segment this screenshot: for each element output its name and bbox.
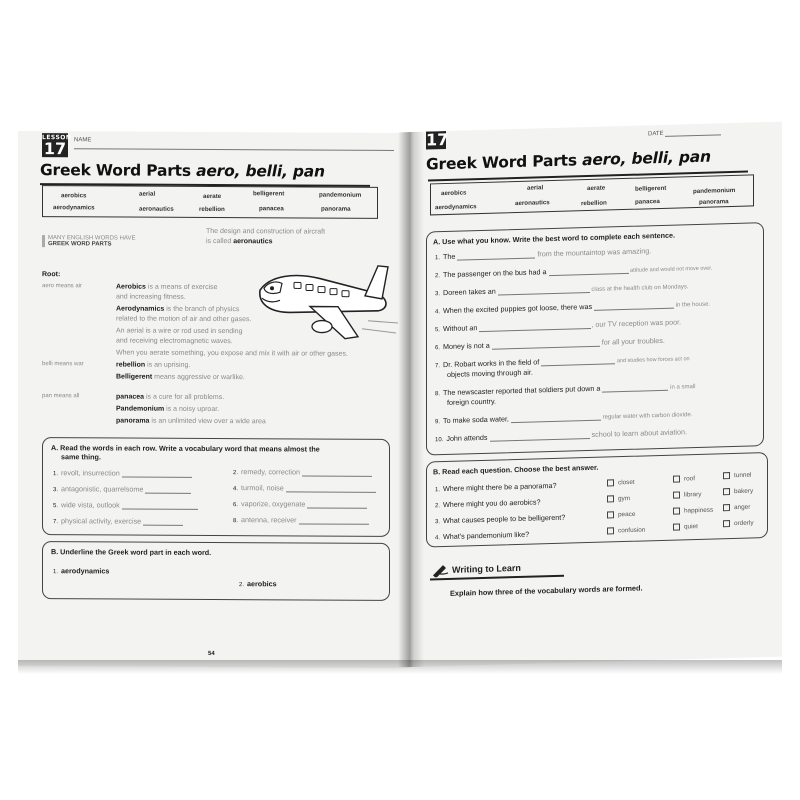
intro-keyword: aeronautics	[233, 238, 273, 246]
synonym-item	[233, 499, 367, 509]
choice-label: gym	[618, 495, 631, 503]
sentence-end: and studies how forces act on	[615, 356, 690, 365]
word-box-item: aerate	[203, 192, 222, 201]
item-text: revolt, insurrection	[61, 468, 120, 478]
root-definition	[116, 393, 224, 401]
definition-word: panacea	[116, 393, 145, 401]
left-workbook-page	[18, 131, 410, 668]
title-word-parts: aero, belli, pan	[582, 147, 711, 170]
item-number: 9.	[435, 419, 441, 426]
item-number: 8.	[233, 518, 239, 525]
answer-blank[interactable]	[602, 383, 668, 393]
sentence-end: school to learn about aviation.	[589, 427, 688, 439]
sentence-item	[435, 263, 712, 280]
title-word-parts: aero, belli, pan	[196, 161, 325, 181]
choice-label: roof	[684, 475, 696, 483]
sentence-start: Without an	[443, 323, 480, 334]
checkbox-icon[interactable]	[673, 523, 680, 530]
item-number: 3.	[435, 519, 441, 526]
question-item	[435, 530, 529, 542]
sentence-start: Money is not a	[443, 340, 492, 352]
root-part: belli means war	[42, 361, 84, 368]
item-number: 6.	[435, 345, 441, 352]
word-box-item: belligerent	[635, 184, 667, 193]
definition-word: Aerobics	[116, 283, 146, 291]
name-blank	[74, 148, 394, 151]
checkbox-icon[interactable]	[673, 491, 680, 498]
intro-line-1: The design and construction of aircraft	[206, 227, 326, 236]
item-number: 3.	[435, 291, 441, 298]
definition-word: Belligerent	[116, 373, 153, 381]
sentence-item	[435, 409, 692, 425]
sentence-item	[435, 381, 695, 397]
item-number: 1.	[435, 487, 441, 494]
sentence-start: The newscaster reported that soldiers put down a	[443, 383, 603, 398]
lesson-number-box	[426, 129, 449, 150]
word-box-item: panacea	[259, 205, 284, 213]
question-item	[435, 481, 556, 493]
question-item	[435, 497, 541, 509]
choice-label: anger	[734, 503, 751, 512]
sentence-end: in the house.	[674, 301, 711, 309]
underline-word[interactable]: aerodynamics	[61, 566, 110, 576]
checkbox-icon[interactable]	[723, 504, 730, 511]
sentence-end: , our TV reception was poor.	[591, 317, 682, 329]
choice-checkbox[interactable]	[673, 523, 698, 531]
section-a-fill-in	[426, 222, 764, 455]
word-box-item: panorama	[321, 205, 351, 213]
intro-line-2	[206, 238, 273, 245]
sentence-start: The	[443, 251, 458, 262]
word-box-item: aerobics	[61, 192, 87, 200]
answer-blank[interactable]	[286, 484, 376, 492]
sentence-item	[435, 246, 651, 261]
choice-label: closet	[618, 478, 635, 487]
word-box-item: belligerent	[253, 190, 285, 198]
definition-text: is a cure for all problems.	[144, 393, 225, 402]
item-text: wide vista, outlook	[61, 500, 120, 510]
synonym-item	[53, 500, 198, 510]
item-number: 1.	[53, 569, 59, 576]
word-box-item: rebellion	[199, 205, 225, 214]
sentence-end: regular water with carbon dioxide.	[600, 412, 693, 421]
root-label: Root:	[42, 271, 61, 279]
word-box-item: aerodynamics	[435, 203, 477, 212]
word-box-item: aerate	[587, 184, 606, 193]
section-a-heading-cont: same thing.	[61, 452, 101, 462]
item-text: physical activity, exercise	[61, 516, 142, 526]
choice-checkbox[interactable]	[723, 471, 751, 479]
vocabulary-word-box	[430, 174, 754, 215]
answer-blank[interactable]	[541, 356, 615, 366]
answer-blank[interactable]	[511, 413, 601, 424]
root-definition: related to the motion of air and other gases.	[116, 315, 252, 324]
item-number: 2.	[435, 503, 441, 510]
checkbox-icon[interactable]	[723, 488, 730, 495]
section-a-heading: A. Use what you know. Write the best word to complete each sentence.	[433, 230, 676, 247]
section-b-heading: B. Read each question. Choose the best answer.	[433, 462, 599, 477]
question-text: What causes people to be belligerent?	[443, 512, 566, 526]
definition-word: Aerodynamics	[116, 305, 165, 313]
choice-checkbox[interactable]	[673, 475, 695, 483]
choice-checkbox[interactable]	[607, 526, 645, 534]
root-definition	[116, 373, 245, 381]
page-number: 54	[208, 650, 215, 658]
sentence-end: from the mountaintop was amazing.	[535, 246, 652, 259]
section-b-underline	[42, 541, 390, 601]
answer-blank[interactable]	[299, 516, 369, 524]
choice-label: orderly	[734, 519, 754, 528]
question-text: Where might there be a panorama?	[443, 480, 557, 494]
choice-label: confusion	[618, 526, 646, 535]
item-number: 4.	[435, 309, 441, 316]
answer-blank[interactable]	[145, 486, 191, 494]
item-number: 2.	[239, 582, 245, 589]
section-b-heading: B. Underline the Greek word part in each word.	[51, 547, 212, 557]
synonym-item	[233, 483, 376, 493]
item-number: 3.	[53, 487, 59, 494]
page-title	[40, 161, 325, 180]
sentence-start: To make soda water,	[443, 414, 511, 426]
question-text: Where might you do aerobics?	[443, 497, 541, 510]
question-item	[435, 513, 565, 526]
vocabulary-word-box	[42, 185, 378, 219]
checkbox-icon[interactable]	[607, 479, 614, 486]
sentence-start: The passenger on the bus had a	[443, 267, 549, 280]
answer-blank[interactable]	[549, 266, 629, 276]
synonym-item	[53, 516, 183, 526]
word-box-item: aeronautics	[515, 199, 550, 208]
sentence-start: Doreen takes an	[443, 286, 498, 298]
name-line	[74, 137, 410, 151]
sentence-continuation: foreign country.	[447, 396, 497, 407]
choice-checkbox[interactable]	[723, 487, 753, 495]
root-definition: and increasing fitness.	[116, 293, 186, 301]
definition-word: Pandemonium	[116, 405, 165, 413]
item-number: 4.	[435, 535, 441, 542]
choice-checkbox[interactable]	[673, 507, 713, 515]
synonym-item	[233, 515, 369, 525]
checkbox-icon[interactable]	[723, 472, 730, 479]
date-line	[648, 129, 721, 137]
checkbox-icon[interactable]	[723, 520, 730, 527]
item-number: 10.	[435, 437, 444, 444]
sentence-item	[435, 317, 681, 333]
sidebar-heading-line-1: MANY ENGLISH WORDS HAVE	[48, 235, 136, 242]
date-blank	[665, 134, 721, 137]
lesson-number-box	[42, 133, 72, 159]
item-number: 5.	[435, 327, 441, 334]
root-part: pan means all	[42, 393, 80, 400]
word-box-item: aeronautics	[139, 205, 174, 213]
choice-checkbox[interactable]	[723, 503, 750, 511]
answer-blank[interactable]	[594, 301, 674, 311]
date-label: DATE	[648, 130, 664, 138]
item-number: 7.	[435, 363, 441, 370]
choice-checkbox[interactable]	[607, 495, 630, 503]
item-text: vaporize, oxygenate	[241, 499, 306, 509]
cartoon-airplane-icon	[250, 250, 400, 346]
item-text: turmoil, noise	[241, 483, 284, 493]
synonym-item	[53, 484, 191, 494]
intro-text: is called	[206, 237, 234, 246]
sentence-end: for all your troubles.	[599, 335, 665, 347]
answer-blank[interactable]	[122, 502, 198, 510]
word-box-item: rebellion	[581, 199, 607, 208]
word-box-item: panorama	[699, 198, 729, 206]
writing-heading-rule	[430, 575, 564, 581]
definition-text: means aggressive or warlike.	[152, 373, 245, 382]
word-box-item: pandemonium	[319, 191, 362, 199]
word-box-item: aerial	[139, 190, 156, 198]
item-number: 1.	[435, 255, 441, 262]
word-box-item: aerodynamics	[53, 204, 95, 212]
item-number: 2.	[435, 273, 441, 280]
item-number: 7.	[53, 519, 59, 526]
root-definition: An aerial is a wire or rod used in sending	[116, 327, 243, 336]
lesson-number: 17	[426, 129, 449, 150]
writing-prompt: Explain how three of the vocabulary words are formed.	[450, 583, 643, 598]
title-prefix: Greek Word Parts	[40, 161, 197, 180]
root-definition	[116, 361, 190, 368]
sentence-item	[435, 427, 687, 443]
choice-checkbox[interactable]	[673, 491, 701, 499]
choice-label: peace	[618, 510, 636, 519]
sentence-start: Dr. Robart works in the field of	[443, 357, 542, 370]
choice-label: quiet	[684, 523, 698, 531]
sidebar-heading-line-2: GREEK WORD PARTS	[48, 241, 112, 248]
root-definition	[116, 417, 266, 425]
root-definition: When you aerate something, you expose and mix it with air or other gases.	[116, 349, 348, 358]
answer-blank[interactable]	[307, 500, 367, 508]
page-title	[426, 148, 711, 174]
checkbox-icon[interactable]	[607, 511, 614, 518]
sentence-end: class at the health club on Mondays.	[589, 284, 689, 293]
definition-text: is a means of exercise	[145, 283, 218, 292]
root-definition	[116, 283, 218, 291]
definition-word: rebellion	[116, 361, 146, 369]
underline-word[interactable]: aerobics	[247, 579, 277, 589]
choice-label: happiness	[684, 506, 714, 515]
section-a-synonyms	[42, 437, 390, 537]
word-box-item: aerial	[527, 184, 544, 192]
sentence-item	[435, 336, 665, 351]
item-text: antenna, receiver	[241, 515, 297, 525]
answer-blank[interactable]	[498, 285, 590, 296]
word-box-item: panacea	[635, 198, 660, 206]
underline-item	[53, 566, 109, 575]
underline-item	[239, 579, 277, 588]
title-prefix: Greek Word Parts	[426, 151, 583, 174]
lesson-label: LESSON	[42, 134, 72, 142]
choice-checkbox[interactable]	[723, 519, 754, 527]
item-number: 2.	[233, 470, 239, 477]
choice-label: bakery	[734, 487, 754, 496]
page-bottom-shadow	[18, 660, 782, 674]
checkbox-icon[interactable]	[607, 495, 614, 502]
answer-blank[interactable]	[302, 468, 372, 476]
answer-blank[interactable]	[457, 250, 535, 260]
sentence-item	[435, 281, 689, 297]
item-number: 6.	[233, 502, 239, 509]
synonym-item	[53, 468, 192, 478]
sentence-item	[435, 353, 690, 369]
root-definition	[116, 305, 239, 313]
definition-text: is the branch of physics	[164, 305, 240, 314]
choice-label: library	[684, 491, 702, 499]
definition-word: panorama	[116, 417, 150, 425]
sentence-end: attitude and would not move over.	[628, 265, 713, 274]
checkbox-icon[interactable]	[673, 475, 680, 482]
item-number: 4.	[233, 486, 239, 493]
right-workbook-page	[410, 122, 782, 667]
checkbox-icon[interactable]	[673, 507, 680, 514]
synonym-item	[233, 467, 372, 477]
item-number: 1.	[53, 471, 59, 478]
definition-text: is an unlimited view over a wide area	[149, 417, 266, 426]
item-text: remedy, correction	[241, 467, 300, 477]
answer-blank[interactable]	[490, 431, 590, 442]
root-definition	[116, 405, 219, 413]
root-definition: and receiving electromagnetic waves.	[116, 337, 233, 346]
question-text: What's pandemonium like?	[443, 529, 530, 542]
item-number: 8.	[435, 391, 441, 398]
word-box-item: aerobics	[441, 189, 467, 198]
writing-to-learn-heading: Writing to Learn	[452, 562, 521, 575]
lesson-number: 17	[43, 139, 67, 159]
definition-text: is a noisy uproar.	[164, 405, 220, 414]
section-a-heading: A. Read the words in each row. Write a vocabulary word that means almost the	[51, 443, 320, 454]
sidebar-heading	[42, 235, 135, 247]
section-b-multiple-choice	[426, 452, 768, 548]
choice-checkbox[interactable]	[607, 479, 635, 487]
definition-text: is an uprising.	[145, 361, 191, 369]
name-label: NAME	[74, 137, 92, 144]
word-box-item: pandemonium	[693, 186, 736, 196]
sentence-end: in a small	[668, 384, 696, 391]
root-part: aero means air	[42, 283, 83, 290]
checkbox-icon[interactable]	[607, 527, 614, 534]
sentence-item	[435, 299, 710, 316]
item-text: antagonistic, quarrelsome	[61, 484, 144, 494]
answer-blank[interactable]	[492, 339, 600, 350]
choice-checkbox[interactable]	[607, 511, 635, 519]
choice-label: tunnel	[734, 471, 752, 480]
sentence-continuation: objects moving through air.	[447, 367, 533, 379]
answer-blank[interactable]	[122, 470, 192, 478]
pencil-writing-icon	[432, 563, 450, 578]
item-number: 5.	[53, 503, 59, 510]
answer-blank[interactable]	[479, 321, 591, 332]
sentence-start: John attends	[446, 432, 490, 443]
answer-blank[interactable]	[143, 518, 183, 526]
sentence-start: When the excited puppies got loose, there was	[443, 301, 595, 316]
